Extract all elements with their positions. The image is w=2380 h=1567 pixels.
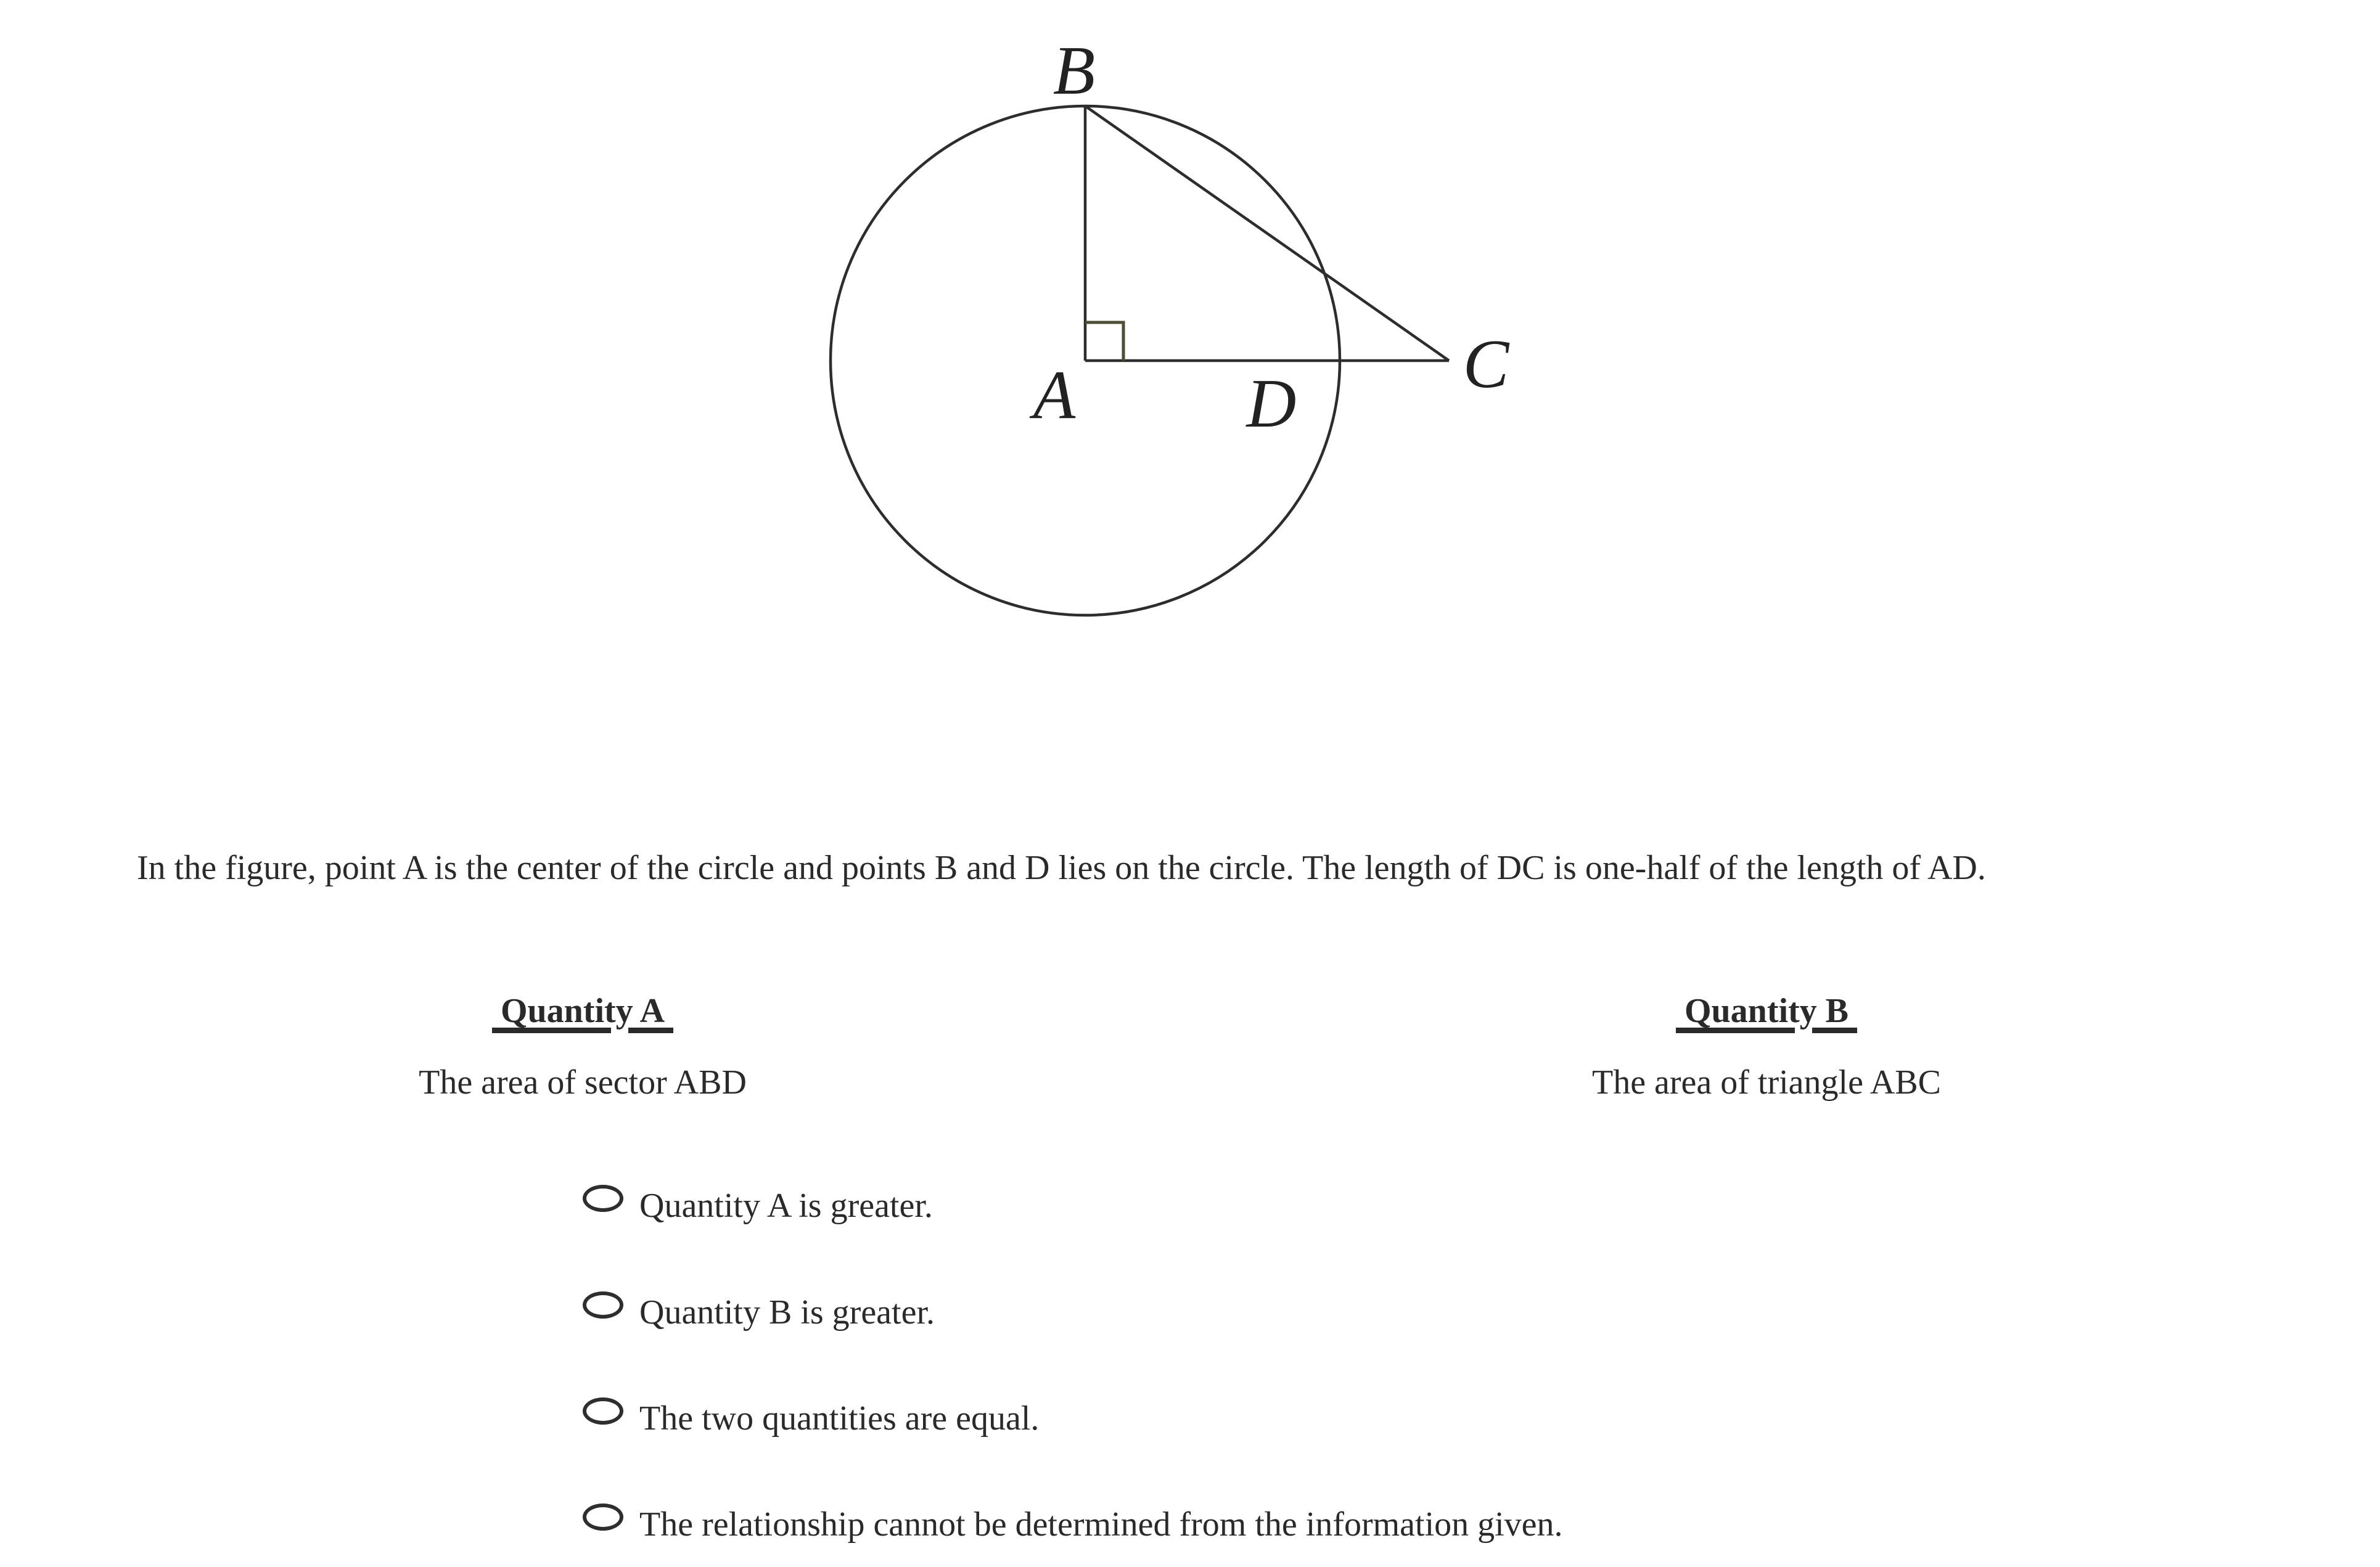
option-label: Quantity B is greater.	[639, 1293, 935, 1332]
quantity-b-description: The area of triangle ABC	[1591, 1063, 1941, 1102]
right-angle-mark	[1085, 322, 1123, 361]
option-quantity-b-greater[interactable]	[583, 1288, 935, 1337]
quantity-a-column	[274, 991, 891, 1102]
label-point-c: C	[1463, 326, 1509, 403]
radio-button-icon[interactable]	[583, 1291, 623, 1319]
quantity-b-column	[1458, 991, 2075, 1102]
label-point-d: D	[1246, 366, 1297, 442]
label-point-a: A	[1033, 357, 1076, 433]
option-quantity-a-greater[interactable]	[583, 1181, 933, 1230]
quantity-b-header: Quantity B	[1684, 992, 1849, 1030]
question-text: In the figure, point A is the center of the circle and points B and D lies on the circle. The length of DC is one-half of the length of AD.	[137, 849, 1986, 887]
circle-diagram	[795, 25, 1585, 641]
option-quantities-equal[interactable]	[583, 1394, 1039, 1443]
geometry-figure	[795, 25, 1585, 641]
radio-button-icon[interactable]	[583, 1397, 623, 1425]
quantity-a-header: Quantity A	[500, 992, 665, 1030]
radio-button-icon[interactable]	[583, 1185, 623, 1212]
option-label: The relationship cannot be determined from the information given.	[639, 1505, 1563, 1544]
label-point-b: B	[1053, 33, 1096, 109]
option-cannot-be-determined[interactable]	[583, 1500, 1563, 1549]
option-label: The two quantities are equal.	[639, 1399, 1040, 1438]
radio-button-icon[interactable]	[583, 1504, 623, 1531]
segment-bc	[1085, 106, 1449, 361]
option-label: Quantity A is greater.	[639, 1187, 933, 1225]
quantity-a-description: The area of sector ABD	[419, 1063, 747, 1102]
